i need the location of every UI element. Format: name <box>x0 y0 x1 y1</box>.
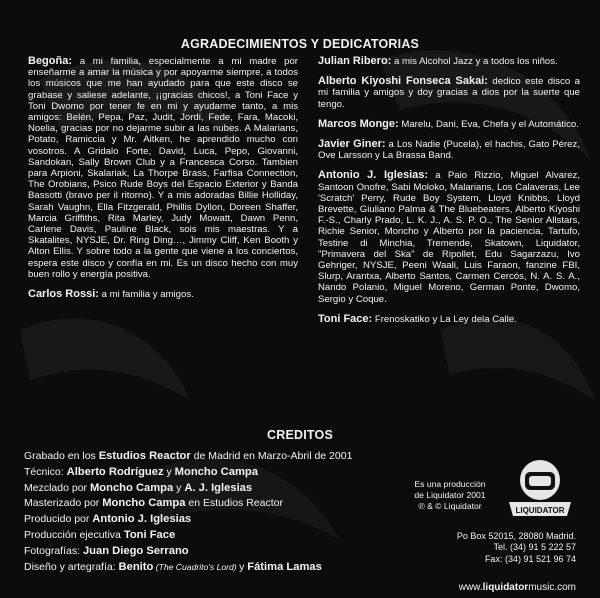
website-url[interactable] <box>459 582 576 593</box>
credit-role: Fotografías: <box>24 544 83 557</box>
dedication-entry <box>318 314 580 325</box>
credit-name: Fátima Lamas <box>247 560 322 573</box>
credit-line <box>24 449 394 465</box>
production-line: Es una producción <box>414 479 486 489</box>
credit-role: Grabado en los <box>24 450 99 462</box>
credit-role: Mezclado por <box>24 481 90 494</box>
page-title: AGRADECIMIENTOS Y DEDICATORIAS <box>180 37 420 51</box>
credit-line <box>24 481 394 497</box>
dedication-entry <box>318 56 580 67</box>
dedication-text: a mi familia, especialmente a mi madre por enseñarme a amar la música y por apoyarme siempre, a todos los músicos que me han ayudado para que este disco se grabase y saliese adelante, ¡¡gracias chicos!, a Toni Face y Toni Dwomo por tener fe en mi y ayudarme tanto, a mis amigos: Belén, Pepa, Paz, Judit, Jordi, Fede, Fara, Macoki, Noelia, gracias por no dejarme subir a las nubes. A Malarians, Potato, Ramiccia y Mr. Aitken, he aprendido mucho con vosotros. A Gridalo Forte, David, Luca, Pepo, Giovanni, Sandokan, Sally Brown Club y a Francesca Corso. Tambien para Arpioni, Skalariak, La Thorpe Brass, Farfisa Connection, The Orobians, Psico Rude Boys del Espacio Exterior y Banda Bassotti (bravo per il ritorno). Y a mis adoradas Billie Holliday, Sarah Vaughn, Ella Fitzgerald, Phillis Dyllon, Doreen Shaffer, Marcia Griffiths, Rita Marley, Judy Mowatt, Dawn Penn, Carlene Davis, Pauline Black, sois mis maestras. Y a Skatalites, NYSJE, Dr. Ring Ding…, Jimmy Cliff, Ken Booth y Alton Ellis. Y sobre todo a la gente que viene a los conciertos, espera este disco y confía en mi. Es un disco hecho con muy buen rollo y energía positiva. <box>28 56 298 280</box>
dedication-entry <box>318 170 580 304</box>
dedication-entry <box>28 56 298 280</box>
credit-name: A. J. Iglesias <box>184 481 253 494</box>
url-prefix: www. <box>458 582 483 593</box>
credit-name: Benito <box>118 560 154 573</box>
contact-info <box>457 531 576 565</box>
background-swirl-shape <box>20 318 190 400</box>
dedication-text: a mis Alcohol Jazz y a todos los niños. <box>391 56 558 67</box>
credit-name: Moncho Campa <box>89 481 174 494</box>
credit-detail: y <box>163 465 175 478</box>
credit-detail: en Estudios Reactor <box>185 497 283 510</box>
production-notice <box>398 479 502 512</box>
credit-name: Alberto Rodríguez <box>66 465 164 478</box>
dedication-entry <box>318 76 580 110</box>
credit-role: Técnico: <box>24 465 67 478</box>
credit-detail: de Madrid en Marzo-Abril de 2001 <box>190 450 353 462</box>
dedication-text: Frenoskatiko y La Ley dela Calle. <box>372 313 517 325</box>
credit-role: Diseño y artegrafía: <box>24 560 119 573</box>
credit-detail: y <box>239 560 248 573</box>
credit-role: Producido por <box>24 513 93 526</box>
person-name: Antonio J. Iglesias: <box>318 169 429 182</box>
person-name: Begoña: <box>28 55 72 67</box>
credit-name: Juan Diego Serrano <box>82 544 189 557</box>
dedication-entry <box>28 289 298 300</box>
dedications-left-column <box>28 56 298 309</box>
postal-address: Po Box 52015, 28080 Madrid. <box>456 531 576 541</box>
person-name: Julian Ribero: <box>318 55 392 67</box>
logo-fist-shape <box>529 476 551 486</box>
credit-line <box>24 465 394 481</box>
credit-line <box>24 560 394 576</box>
person-name: Javier Giner: <box>318 138 386 151</box>
credits-list <box>24 449 394 575</box>
credit-name: Moncho Campa <box>174 465 258 478</box>
production-line: de Liquidator 2001 <box>414 490 486 500</box>
credit-line <box>24 544 394 560</box>
person-name: Carlos Rossi: <box>28 288 99 301</box>
credit-detail: y <box>173 481 185 494</box>
dedication-text: a mi familia y amigos. <box>98 289 194 301</box>
credits-title: CREDITOS <box>267 428 333 442</box>
logo-wordmark: LIQUIDATOR <box>515 506 565 515</box>
liquidator-logo-icon <box>505 456 575 520</box>
url-suffix: music.com <box>528 582 576 593</box>
credit-line <box>24 512 394 528</box>
dedication-text: Marelu, Dani, Eva, Chefa y el Automático. <box>398 118 579 130</box>
credit-name: Antonio J. Iglesias <box>92 513 192 526</box>
dedication-text: a Los Nadie (Pucela), el hachis, Gato Pérez, Ove Larsson y La Brassa Band. <box>318 139 580 162</box>
credit-note: (The Cuadrito's Lord) <box>153 561 240 572</box>
dedications-right-column <box>318 56 580 334</box>
dedication-text: a Paio Rizzio, Miguel Alvarez, Santoon Onofre, Sabi Moloko, Malarians, Los Calaveras, Lee 'Scratch' Perry, Rude Boy System, Lloyd Knibbs, Lloyd Brevette, Giuliano Palma & The Bluebeaters, Alberto Kiyoshi F.-S., Charly Prado, L. K. J., A. S. P. O., The Senior Allstars, Richie Senior, Moncho y Alberto por la paciencia, Tartufo, Testine di Minchia, Tremende, Skatown, Liquidator, "Primavera del Ska" de Ripollet, Edu Sagarzazu, Ivo Gehriger, NYSJE, Peeni Waali, Luis Faraon, fanzine FBI, Slurp, Arantxa, Alberto Santos, Carmen Cercós, N. A. S. A., Nando Polanio, Miguel Moreno, German Ponte, Dwomo, Sergio y Coque. <box>318 170 580 305</box>
person-name: Toni Face: <box>318 312 373 325</box>
dedication-text: dedico este disco a mi familia y amigos y doy gracias a dios por la suerte que tengo. <box>318 76 580 110</box>
credit-line <box>24 496 394 512</box>
credit-name: Moncho Campa <box>102 497 186 510</box>
credit-role: Masterizado por <box>24 497 103 510</box>
credit-name: Estudios Reactor <box>98 450 191 462</box>
copyright-line: ℗ & © Liquidator <box>418 501 482 511</box>
dedication-entry <box>318 139 580 161</box>
credit-line <box>24 528 394 544</box>
person-name: Marcos Monge: <box>318 117 399 130</box>
credit-name: Toni Face <box>123 528 176 541</box>
dedication-entry <box>318 119 580 130</box>
credit-role: Producción ejecutiva <box>24 528 124 541</box>
person-name: Alberto Kiyoshi Fonseca Sakai: <box>318 75 488 88</box>
telephone: Tel. (34) 91 5 222 57 <box>493 542 576 553</box>
url-brand: liquidator <box>482 582 529 593</box>
fax-number: Fax: (34) 91 521 96 74 <box>484 553 576 564</box>
